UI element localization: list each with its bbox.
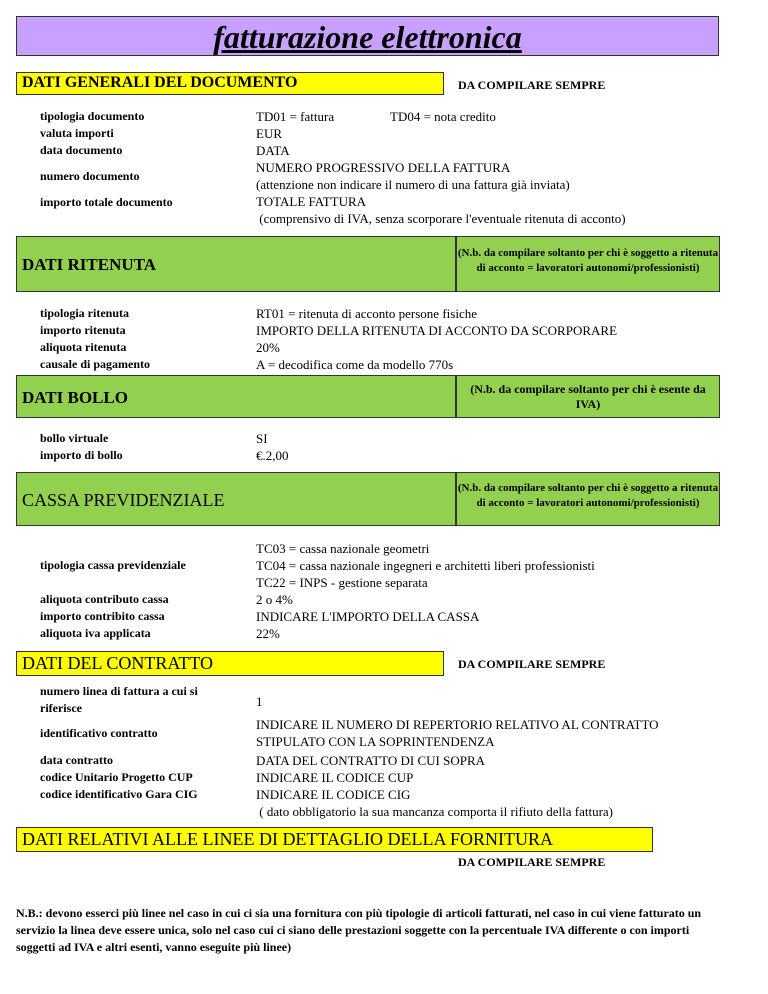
section-header-dati-generali: DATI GENERALI DEL DOCUMENTO [16, 72, 444, 95]
value-tipologia-td04: TD04 = nota credito [390, 109, 496, 124]
value-numero-2: (attenzione non indicare il numero di una fattura già inviata) [256, 177, 570, 192]
value-data-contratto: DATA DEL CONTRATTO DI CUI SOPRA [256, 753, 485, 768]
value-tipologia-td01: TD01 = fattura [256, 109, 335, 124]
value-codice-cig: INDICARE IL CODICE CIG [256, 787, 411, 802]
value-dato-obbligatorio: ( dato obbligatorio la sua mancanza comporta il rifiuto della fattura) [256, 804, 614, 819]
note-linee-compilare-sempre: DA COMPILARE SEMPRE [458, 855, 606, 869]
value-causale-pagamento: A = decodifica come da modello 770s [256, 357, 454, 372]
section-header-dati-ritenuta: DATI RITENUTA [16, 236, 456, 292]
value-importo-bollo: €.2,00 [256, 448, 289, 463]
value-aliquota-iva: 22% [256, 626, 280, 641]
label-numero-linea: numero linea di fattura a cui si riferisce [40, 684, 198, 715]
value-numero-1: NUMERO PROGRESSIVO DELLA FATTURA [256, 160, 511, 175]
value-numero-linea: 1 [256, 694, 263, 709]
value-bollo-virtuale: SI [256, 431, 268, 446]
label-tipologia-cassa: tipologia cassa previdenziale [40, 558, 186, 572]
document-title: fatturazione elettronica [213, 19, 522, 55]
label-codice-cig: codice identificativo Gara CIG [40, 787, 198, 801]
section-header-dati-contratto: DATI DEL CONTRATTO [16, 651, 444, 676]
label-causale-pagamento: causale di pagamento [40, 357, 151, 371]
note-contratto-compilare-sempre: DA COMPILARE SEMPRE [458, 657, 606, 671]
value-tipologia-ritenuta: RT01 = ritenuta di acconto persone fisiche [256, 306, 477, 321]
value-tc03: TC03 = cassa nazionale geometri [256, 541, 430, 556]
note-cassa: (N.b. da compilare soltanto per chi è soggetto a ritenuta di acconto = lavoratori autonomi/professionisti) [456, 472, 720, 526]
section-header-dati-linee: DATI RELATIVI ALLE LINEE DI DETTAGLIO DELLA FORNITURA [16, 827, 653, 852]
label-importo-cassa: importo contribito cassa [40, 609, 165, 623]
section-header-dati-bollo: DATI BOLLO [16, 375, 456, 418]
value-importo-cassa: INDICARE L'IMPORTO DELLA CASSA [256, 609, 480, 624]
value-valuta: EUR [256, 126, 282, 141]
value-aliquota-contributo: 2 o 4% [256, 592, 293, 607]
label-tipologia-ritenuta: tipologia ritenuta [40, 306, 129, 320]
label-tipologia-documento: tipologia documento [40, 109, 145, 123]
label-importo-bollo: importo di bollo [40, 448, 123, 462]
value-totale-2: (comprensivo di IVA, senza scorporare l'eventuale ritenuta di acconto) [256, 211, 626, 226]
note-ritenuta: (N.b. da compilare soltanto per chi è soggetto a ritenuta di acconto = lavoratori autonomi/professionisti) [456, 236, 720, 292]
label-importo-totale: importo totale documento [40, 195, 173, 209]
label-aliquota-iva: aliquota iva applicata [40, 626, 151, 640]
label-aliquota-ritenuta: aliquota ritenuta [40, 340, 127, 354]
label-identificativo-contratto: identificativo contratto [40, 726, 158, 740]
note-compilare-sempre: DA COMPILARE SEMPRE [458, 78, 606, 92]
label-data-documento: data documento [40, 143, 123, 157]
document-title-box [16, 16, 719, 56]
value-aliquota-ritenuta: 20% [256, 340, 280, 355]
label-importo-ritenuta: importo ritenuta [40, 323, 126, 337]
value-tc04: TC04 = cassa nazionale ingegneri e architetti liberi professionisti [256, 558, 595, 573]
label-aliquota-contributo: aliquota contributo cassa [40, 592, 169, 606]
value-codice-cup: INDICARE IL CODICE CUP [256, 770, 414, 785]
nb-paragraph: N.B.: devono esserci più linee nel caso in cui ci sia una fornitura con più tipologie di articoli fatturati, nel caso in cui viene fatturato un servizio la linea deve essere unica, solo nel caso cui ci siano delle prestazioni soggette con la percentuale IVA differente o con importi soggetti ad IVA e altri esenti, vanno eseguite più linee) [16, 906, 702, 954]
label-codice-cup: codice Unitario Progetto CUP [40, 770, 193, 784]
section-header-cassa-previdenziale: CASSA PREVIDENZIALE [16, 472, 456, 526]
value-totale-1: TOTALE FATTURA [256, 194, 367, 209]
label-data-contratto: data contratto [40, 753, 113, 767]
value-identificativo-1: INDICARE IL NUMERO DI REPERTORIO RELATIVO AL CONTRATTO [256, 717, 659, 732]
label-valuta-importi: valuta importi [40, 126, 114, 140]
value-tc22: TC22 = INPS - gestione separata [256, 575, 428, 590]
label-bollo-virtuale: bollo virtuale [40, 431, 109, 445]
label-numero-documento: numero documento [40, 169, 140, 183]
value-data: DATA [256, 143, 290, 158]
value-importo-ritenuta: IMPORTO DELLA RITENUTA DI ACCONTO DA SCORPORARE [256, 323, 618, 338]
value-identificativo-2: STIPULATO CON LA SOPRINTENDENZA [256, 734, 495, 749]
note-bollo: (N.b. da compilare soltanto per chi è esente da IVA) [456, 375, 720, 418]
